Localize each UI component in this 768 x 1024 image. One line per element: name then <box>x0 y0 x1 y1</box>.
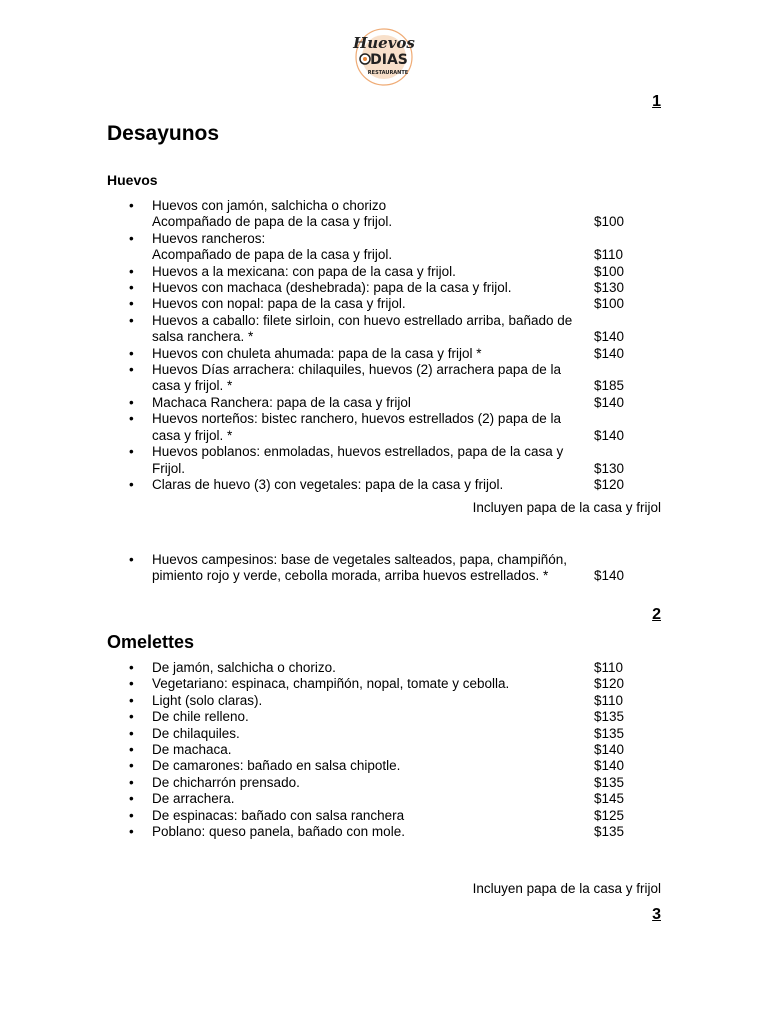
menu-item-text: Huevos norteños: bistec ranchero, huevos estrellados (2) papa de la <box>152 411 561 427</box>
menu-item-price: $140 <box>594 345 625 361</box>
menu-item-price: $125 <box>594 807 625 823</box>
bullet-icon: • <box>129 362 134 378</box>
menu-item <box>107 726 667 742</box>
menu-item <box>107 346 667 362</box>
section-heading-omelettes: Omelettes <box>107 632 195 652</box>
menu-item-text: Huevos campesinos: base de vegetales salteados, papa, champiñón, <box>152 552 568 567</box>
menu-item <box>107 395 667 411</box>
bullet-icon: • <box>129 660 134 675</box>
menu-item-text: Huevos a caballo: filete sirloin, con huevo estrellado arriba, bañado de <box>152 312 573 328</box>
bullet-icon: • <box>129 774 134 790</box>
menu-item-price: $100 <box>594 296 625 312</box>
menu-item-text: Huevos rancheros: <box>152 230 266 246</box>
menu-item <box>107 709 667 725</box>
menu-item-text: Machaca Ranchera: papa de la casa y frijol <box>152 394 411 410</box>
menu-item <box>107 758 667 774</box>
bullet-icon: • <box>129 476 134 492</box>
page-number: 1 <box>652 93 661 110</box>
menu-item-text: Frijol. <box>152 460 185 476</box>
menu-item-price: $120 <box>594 476 625 492</box>
menu-item <box>107 676 667 692</box>
menu-item-text: salsa ranchera. * <box>152 329 254 345</box>
menu-item <box>107 264 667 280</box>
bullet-icon: • <box>129 296 134 312</box>
omelettes-menu-list <box>107 660 667 840</box>
menu-item-text: De jamón, salchicha o chorizo. <box>152 660 336 675</box>
menu-item <box>107 824 667 840</box>
menu-item-text: De arrachera. <box>152 791 235 807</box>
bullet-icon: • <box>129 230 134 246</box>
menu-item-text: Huevos con nopal: papa de la casa y frijol. <box>152 296 406 312</box>
bullet-icon: • <box>129 280 134 296</box>
menu-item-price: $135 <box>594 709 625 725</box>
bullet-icon: • <box>129 725 134 741</box>
menu-item-text: Huevos con chuleta ahumada: papa de la casa y frijol * <box>152 345 482 361</box>
menu-item-price: $130 <box>594 460 625 476</box>
menu-item-text: Huevos con machaca (deshebrada): papa de la casa y frijol. <box>152 280 512 296</box>
menu-item-text: De machaca. <box>152 742 232 758</box>
restaurant-logo <box>348 24 420 88</box>
menu-item-price: $185 <box>594 378 625 394</box>
menu-item-text: Light (solo claras). <box>152 692 263 708</box>
menu-item-text: casa y frijol. * <box>152 378 233 394</box>
bullet-icon: • <box>129 791 134 807</box>
bullet-icon: • <box>129 411 134 427</box>
menu-item-text: Poblano: queso panela, bañado con mole. <box>152 824 405 840</box>
menu-item <box>107 313 667 346</box>
menu-item <box>107 411 667 444</box>
menu-item-price: $140 <box>594 758 625 774</box>
menu-item-price: $140 <box>594 394 625 410</box>
bullet-icon: • <box>129 807 134 823</box>
logo-graphic <box>348 24 420 88</box>
menu-item-text: Huevos Días arrachera: chilaquiles, huevos (2) arrachera papa de la <box>152 362 561 378</box>
menu-item-price: $100 <box>594 263 625 279</box>
menu-item <box>107 362 667 395</box>
menu-item-price: $110 <box>594 247 624 263</box>
menu-item-price: $145 <box>594 791 625 807</box>
menu-item <box>107 660 667 676</box>
menu-item-price: $100 <box>594 214 625 230</box>
menu-item-price: $135 <box>594 725 625 741</box>
menu-item-price: $140 <box>594 329 625 345</box>
menu-item-text: Acompañado de papa de la casa y frijol. <box>152 247 393 263</box>
section-heading-huevos: Huevos <box>107 172 158 188</box>
page-number: 3 <box>652 906 661 923</box>
bullet-icon: • <box>129 824 134 840</box>
menu-item-text: De chile relleno. <box>152 709 249 725</box>
menu-item-text: Vegetariano: espinaca, champiñón, nopal, tomate y cebolla. <box>152 676 510 692</box>
menu-item <box>107 444 667 477</box>
logo-text-dias: DIAS <box>370 52 408 68</box>
campesinos-menu-list <box>107 552 667 585</box>
bullet-icon: • <box>129 444 134 460</box>
bullet-icon: • <box>129 198 134 213</box>
menu-item-text: Huevos con jamón, salchicha o chorizo <box>152 198 387 213</box>
menu-item <box>107 296 667 312</box>
menu-item-text: pimiento rojo y verde, cebolla morada, arriba huevos estrellados. * <box>152 568 549 584</box>
bullet-icon: • <box>129 345 134 361</box>
menu-item-price: $140 <box>594 568 625 584</box>
menu-item-text: Huevos poblanos: enmoladas, huevos estrellados, papa de la casa y <box>152 444 564 460</box>
menu-item <box>107 231 667 264</box>
menu-item-price: $140 <box>594 742 625 758</box>
bullet-icon: • <box>129 676 134 692</box>
menu-item <box>107 477 667 493</box>
bullet-icon: • <box>129 709 134 725</box>
menu-item <box>107 808 667 824</box>
bullet-icon: • <box>129 312 134 328</box>
menu-item-text: De camarones: bañado en salsa chipotle. <box>152 758 401 774</box>
menu-item <box>107 693 667 709</box>
menu-item-text: Huevos a la mexicana: con papa de la casa y frijol. <box>152 263 456 279</box>
menu-item-price: $140 <box>594 427 625 443</box>
omelettes-note: Incluyen papa de la casa y frijol <box>472 881 661 896</box>
menu-item <box>107 791 667 807</box>
bullet-icon: • <box>129 394 134 410</box>
menu-item-text: Acompañado de papa de la casa y frijol. <box>152 214 393 230</box>
menu-item-text: De chicharrón prensado. <box>152 774 300 790</box>
menu-item-text: Claras de huevo (3) con vegetales: papa de la casa y frijol. <box>152 476 504 492</box>
bullet-icon: • <box>129 742 134 758</box>
bullet-icon: • <box>129 692 134 708</box>
bullet-icon: • <box>129 552 134 567</box>
menu-item <box>107 280 667 296</box>
menu-item <box>107 552 667 585</box>
menu-item-price: $120 <box>594 676 625 692</box>
menu-item <box>107 198 667 231</box>
menu-item-price: $130 <box>594 280 625 296</box>
logo-text-restaurante: RESTAURANTE <box>367 70 409 76</box>
page-title: Desayunos <box>107 122 220 145</box>
bullet-icon: • <box>129 758 134 774</box>
huevos-menu-list <box>107 198 667 493</box>
page-number: 2 <box>652 606 661 623</box>
menu-item-text: De espinacas: bañado con salsa ranchera <box>152 807 405 823</box>
bullet-icon: • <box>129 263 134 279</box>
menu-item-price: $135 <box>594 824 625 840</box>
menu-item-price: $110 <box>594 660 624 675</box>
huevos-note: Incluyen papa de la casa y frijol <box>472 500 661 515</box>
menu-item-price: $135 <box>594 774 625 790</box>
menu-item <box>107 775 667 791</box>
menu-item-price: $110 <box>594 692 624 708</box>
logo-text-huevos: Huevos <box>353 34 415 52</box>
menu-item-text: casa y frijol. * <box>152 427 233 443</box>
menu-item-text: De chilaquiles. <box>152 725 240 741</box>
menu-item <box>107 742 667 758</box>
